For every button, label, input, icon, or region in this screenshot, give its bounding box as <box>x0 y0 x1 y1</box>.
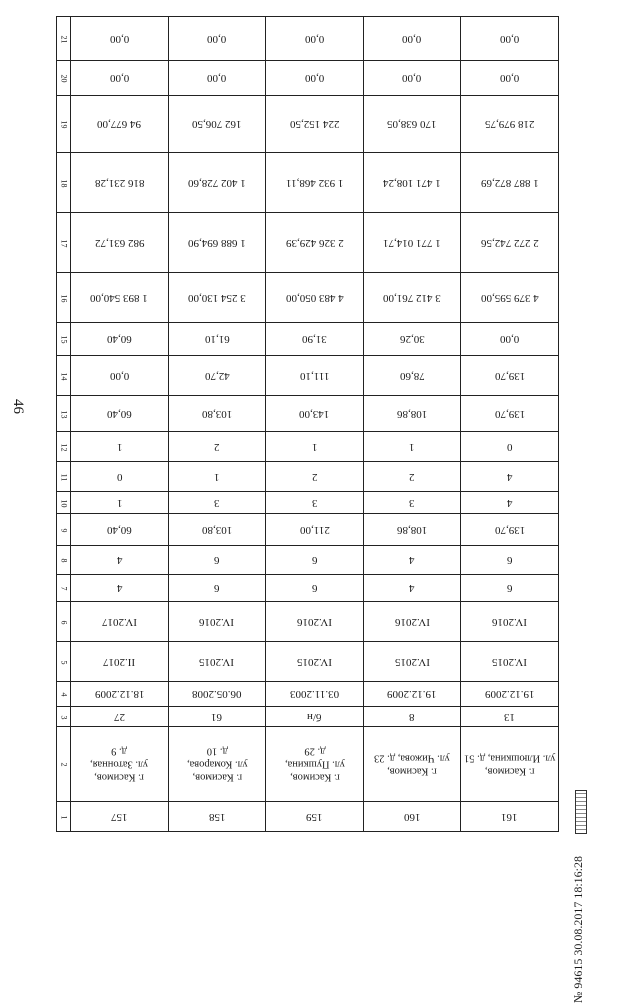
cell: 103,80 <box>168 396 266 432</box>
cell: 60,40 <box>71 514 169 546</box>
row-number-cell: 160 <box>363 802 461 832</box>
table-row <box>57 323 559 356</box>
cell: 103,80 <box>168 514 266 546</box>
cell: 0,00 <box>363 61 461 96</box>
cell: 4 <box>71 546 169 575</box>
address-cell: г. Касимов, ул. Комарова, д. 10 <box>168 727 266 802</box>
address-cell: г. Касимов, ул. Чижова, д. 23 <box>363 727 461 802</box>
cell: 0,00 <box>71 61 169 96</box>
cell: 1 893 540,00 <box>71 273 169 323</box>
table-row <box>57 273 559 323</box>
cell: 6 <box>266 575 364 602</box>
cell: 4 483 050,00 <box>266 273 364 323</box>
table-row <box>57 61 559 96</box>
column-number: 10 <box>57 492 71 514</box>
cell: 6 <box>168 575 266 602</box>
cell: 1 688 694,90 <box>168 213 266 273</box>
cell: 3 412 761,00 <box>363 273 461 323</box>
cell: 816 231,28 <box>71 153 169 213</box>
barcode-stamp <box>575 790 587 834</box>
cell: 108,86 <box>363 514 461 546</box>
cell: 139,70 <box>461 514 559 546</box>
cell: 2 <box>363 462 461 492</box>
cell: 0,00 <box>461 17 559 61</box>
cell: 18.12.2009 <box>71 682 169 707</box>
table-row <box>57 17 559 61</box>
cell: 1 402 728,60 <box>168 153 266 213</box>
cell: 6 <box>168 546 266 575</box>
cell: 2 326 429,39 <box>266 213 364 273</box>
cell: 108,86 <box>363 396 461 432</box>
cell: 0,00 <box>71 356 169 396</box>
cell: IV.2016 <box>363 602 461 642</box>
cell: 4 <box>461 492 559 514</box>
cell: 1 771 014,71 <box>363 213 461 273</box>
column-number: 7 <box>57 575 71 602</box>
table-row <box>57 546 559 575</box>
cell: 60,40 <box>71 323 169 356</box>
cell: 143,00 <box>266 396 364 432</box>
cell: 4 <box>363 575 461 602</box>
column-number: 18 <box>57 153 71 213</box>
cell: 03.11.2003 <box>266 682 364 707</box>
column-number: 16 <box>57 273 71 323</box>
column-number: 9 <box>57 514 71 546</box>
column-number: 12 <box>57 432 71 462</box>
cell: 1 887 872,69 <box>461 153 559 213</box>
cell: IV.2016 <box>461 602 559 642</box>
cell: 0,00 <box>266 17 364 61</box>
cell: 42,70 <box>168 356 266 396</box>
table-row <box>57 492 559 514</box>
column-number: 2 <box>57 727 71 802</box>
table-row <box>57 682 559 707</box>
column-number: 19 <box>57 96 71 153</box>
column-number: 3 <box>57 707 71 727</box>
cell: 1 <box>266 432 364 462</box>
cell: 94 677,00 <box>71 96 169 153</box>
cell: 139,70 <box>461 396 559 432</box>
address-cell: г. Касимов, ул. Пушкина, д. 29 <box>266 727 364 802</box>
table-row <box>57 602 559 642</box>
cell: II.2017 <box>71 642 169 682</box>
cell: 111,10 <box>266 356 364 396</box>
cell: 6 <box>461 575 559 602</box>
column-number: 4 <box>57 682 71 707</box>
cell: 19.12.2009 <box>461 682 559 707</box>
cell: 27 <box>71 707 169 727</box>
column-number: 5 <box>57 642 71 682</box>
row-number-cell: 158 <box>168 802 266 832</box>
row-number-cell: 157 <box>71 802 169 832</box>
cell: 1 <box>71 492 169 514</box>
column-number: 21 <box>57 17 71 61</box>
cell: 0,00 <box>168 61 266 96</box>
cell: 0,00 <box>363 17 461 61</box>
cell: 0,00 <box>461 323 559 356</box>
cell: 162 706,50 <box>168 96 266 153</box>
column-number: 13 <box>57 396 71 432</box>
cell: 2 <box>168 432 266 462</box>
registration-stamp: № 94615 30.08.2017 18:16:28 <box>571 856 585 1003</box>
cell: 0,00 <box>71 17 169 61</box>
address-cell: г. Касимов, ул. Илюшкина, д. 51 <box>461 727 559 802</box>
cell: 2 <box>266 462 364 492</box>
column-number: 15 <box>57 323 71 356</box>
cell: 982 631,72 <box>71 213 169 273</box>
cell: 8 <box>363 707 461 727</box>
column-number: 6 <box>57 602 71 642</box>
cell: 3 254 130,00 <box>168 273 266 323</box>
cell: IV.2015 <box>266 642 364 682</box>
column-number: 11 <box>57 462 71 492</box>
cell: 3 <box>363 492 461 514</box>
cell: 218 979,75 <box>461 96 559 153</box>
row-number-cell: 161 <box>461 802 559 832</box>
cell: б/н <box>266 707 364 727</box>
cell: 4 379 595,00 <box>461 273 559 323</box>
cell: 170 638,05 <box>363 96 461 153</box>
column-number: 8 <box>57 546 71 575</box>
cell: IV.2017 <box>71 602 169 642</box>
cell: 4 <box>363 546 461 575</box>
cell: 78,60 <box>363 356 461 396</box>
table-row <box>57 802 559 832</box>
cell: IV.2016 <box>168 602 266 642</box>
cell: IV.2015 <box>461 642 559 682</box>
table-row <box>57 213 559 273</box>
cell: 1 <box>168 462 266 492</box>
cell: 0,00 <box>461 61 559 96</box>
table-row <box>57 356 559 396</box>
cell: 0,00 <box>266 61 364 96</box>
table-row <box>57 514 559 546</box>
cell: 6 <box>266 546 364 575</box>
cell: 60,40 <box>71 396 169 432</box>
cell: 1 471 108,24 <box>363 153 461 213</box>
table-row <box>57 96 559 153</box>
cell: 4 <box>71 575 169 602</box>
table-row <box>57 642 559 682</box>
cell: 2 272 742,56 <box>461 213 559 273</box>
table-row <box>57 462 559 492</box>
cell: 19.12.2009 <box>363 682 461 707</box>
cell: IV.2015 <box>168 642 266 682</box>
cell: 31,90 <box>266 323 364 356</box>
table-row <box>57 153 559 213</box>
column-number: 14 <box>57 356 71 396</box>
cell: 224 152,50 <box>266 96 364 153</box>
cell: 06.05.2008 <box>168 682 266 707</box>
cell: 211,00 <box>266 514 364 546</box>
cell: 3 <box>168 492 266 514</box>
register-table <box>56 16 559 832</box>
cell: 13 <box>461 707 559 727</box>
cell: 4 <box>461 462 559 492</box>
table-row <box>57 432 559 462</box>
cell: 0 <box>461 432 559 462</box>
table-row <box>57 707 559 727</box>
cell: 1 <box>363 432 461 462</box>
column-number: 1 <box>57 802 71 832</box>
cell: 1 <box>71 432 169 462</box>
page-number: 46 <box>10 399 26 414</box>
column-number: 20 <box>57 61 71 96</box>
table-row <box>57 727 559 802</box>
table-row <box>57 396 559 432</box>
cell: IV.2015 <box>363 642 461 682</box>
address-cell: г. Касимов, ул. Затонная, д. 9 <box>71 727 169 802</box>
cell: 0,00 <box>168 17 266 61</box>
cell: 1 932 468,11 <box>266 153 364 213</box>
cell: IV.2016 <box>266 602 364 642</box>
cell: 61 <box>168 707 266 727</box>
cell: 30,26 <box>363 323 461 356</box>
cell: 139,70 <box>461 356 559 396</box>
cell: 0 <box>71 462 169 492</box>
cell: 6 <box>461 546 559 575</box>
cell: 61,10 <box>168 323 266 356</box>
column-number: 17 <box>57 213 71 273</box>
cell: 3 <box>266 492 364 514</box>
row-number-cell: 159 <box>266 802 364 832</box>
table-row <box>57 575 559 602</box>
